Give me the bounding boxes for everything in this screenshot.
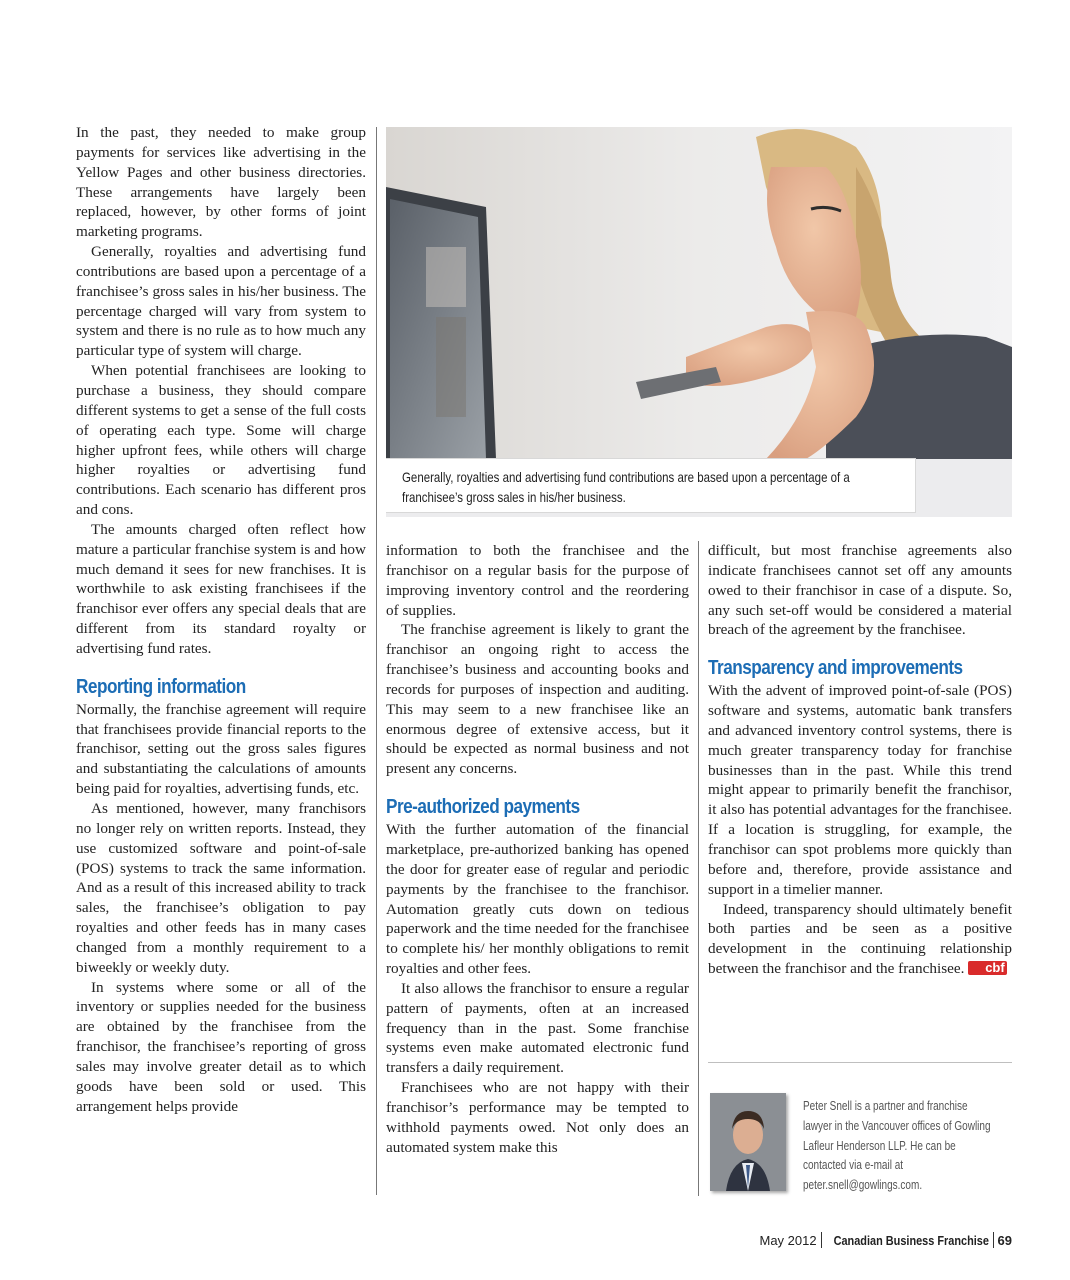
paragraph: difficult, but most franchise agreements also indicate franchisees cannot set off any amounts owed to their franchisor in case of a dispute. So, any such set-off would be considered a material breach of the agreement by the franchisee. xyxy=(708,542,1012,639)
issue-date: May 2012 xyxy=(759,1233,817,1248)
paragraph: In systems where some or all of the inventory or supplies needed for the business are obtained by the franchisee from the franchisor, the franchisee’s reporting of gross sales may involve greater detail as to which goods have been sold or used. This arrangement helps provide xyxy=(76,978,366,1115)
paragraph: With the advent of improved point-of-sale (POS) software and systems, automatic bank transfers and advanced inventory control systems, there is much greater transparency today for franchise businesses than in the past. While this trend might appear to primarily benefit the franchisor, it also has potential advantages for the franchisee. If a location is struggling, for example, the franchisor can spot problems more quickly than before and, therefore, provide assistance and support in a timelier manner. xyxy=(708,682,1012,898)
paragraph: Normally, the franchise agreement will require that franchisees provide financial reports to the franchisor, setting out the gross sales figures and substantiating the calculations of amounts being paid for royalties, advertising funds, etc. xyxy=(76,700,366,798)
column-divider xyxy=(698,541,699,1196)
paragraph: The amounts charged often reflect how mature a particular franchise system is and how much demand it sees for new franchises. It is worthwhile to ask existing franchisees if the franchisor ever offers any special deals that are different from its standard royalty or advertising fund rates. xyxy=(76,520,366,657)
article-photo xyxy=(386,127,1012,517)
paragraph xyxy=(708,900,1012,979)
section-heading-reporting: Reporting information xyxy=(76,675,246,698)
article-column-1 xyxy=(76,123,366,1117)
cbf-end-logo: cbf xyxy=(968,961,1007,975)
paragraph: The franchise agreement is likely to grant the franchisor an ongoing right to access the franchisee’s business and accounting books and records for purposes of inspection and auditing. This may seem to a new franchisee like an enormous degree of extensive access, but it should be expected as normal business and not present any concerns. xyxy=(386,621,689,778)
page-footer xyxy=(759,1231,1012,1251)
paragraph: Generally, royalties and advertising fund contributions are based upon a percentage of a franchisee’s gross sales in his/her business. The percentage charged will vary from system to system and there is no rule as to how much any particular type of system will charge. xyxy=(76,243,366,360)
closing-paragraph-text: Indeed, transparency should ultimately benefit both parties and be seen as a positive development in the continuing relationship between the franchisor and the franchisee. xyxy=(708,900,1012,978)
photo-caption: Generally, royalties and advertising fund contributions are based upon a percentage of a franchisee’s gross sales in his/her business. xyxy=(402,469,850,505)
article-column-2 xyxy=(386,541,689,1157)
paragraph: It also allows the franchisor to ensure a regular pattern of payments, often at an increased frequency than in the past. Some franchise systems even make automated electronic fund transfers a daily requirement. xyxy=(386,979,689,1077)
paragraph: Franchisees who are not happy with their franchisor’s performance may be tempted to withhold payments owed. Not only does an automated system make this xyxy=(386,1079,689,1156)
paragraph: As mentioned, however, many franchisors no longer rely on written reports. Instead, they use customized software and point-of-sale (POS) systems to track the same information. And as a result of this increased ability to track sales, the franchisee’s obligation to pay royalties and other feeds has in many cases changed from a monthly requirement to a biweekly or weekly duty. xyxy=(76,800,366,976)
section-heading-transparency: Transparency and improvements xyxy=(708,657,963,680)
footer-divider xyxy=(993,1232,994,1248)
paragraph: When potential franchisees are looking to purchase a business, they should compare different systems to get a sense of the full costs of operating each type. Some will charge higher upfront fees, while others will charge higher royalties or advertising fund contributions. Each scenario has different pros and cons. xyxy=(76,362,366,519)
column-divider xyxy=(376,127,377,1195)
paragraph: In the past, they needed to make group payments for services like advertising in the Yellow Pages and other business directories. These arrangements have largely been replaced, however, by other forms of joint marketing programs. xyxy=(76,124,366,241)
paragraph: With the further automation of the financial marketplace, pre-authorized banking has opened the door for greater ease of regular and periodic payments by the franchisee to the franchisor. Automation greatly cuts down on tedious paperwork and the time needed for the franchisee to complete his/ her monthly obligations to remit royalties and other fees. xyxy=(386,821,689,978)
footer-divider xyxy=(821,1232,822,1248)
author-divider xyxy=(708,1062,1012,1063)
publication-name: Canadian Business Franchise xyxy=(833,1233,989,1248)
article-column-3 xyxy=(708,541,1012,979)
paragraph: information to both the franchisee and the franchisor on a regular basis for the purpose of improving inventory control and the reordering of supplies. xyxy=(386,542,689,619)
photo-caption-box xyxy=(386,459,915,512)
page-number: 69 xyxy=(997,1233,1012,1248)
section-heading-pre-authorized: Pre-authorized payments xyxy=(386,796,580,819)
woman-at-monitor-photo xyxy=(386,127,1012,459)
author-bio: Peter Snell is a partner and franchise lawyer in the Vancouver offices of Gowling Lafleur Henderson LLP. He can be contacted via e-mail at peter.snell@gowlings.com. xyxy=(803,1099,991,1193)
author-headshot xyxy=(710,1093,786,1191)
